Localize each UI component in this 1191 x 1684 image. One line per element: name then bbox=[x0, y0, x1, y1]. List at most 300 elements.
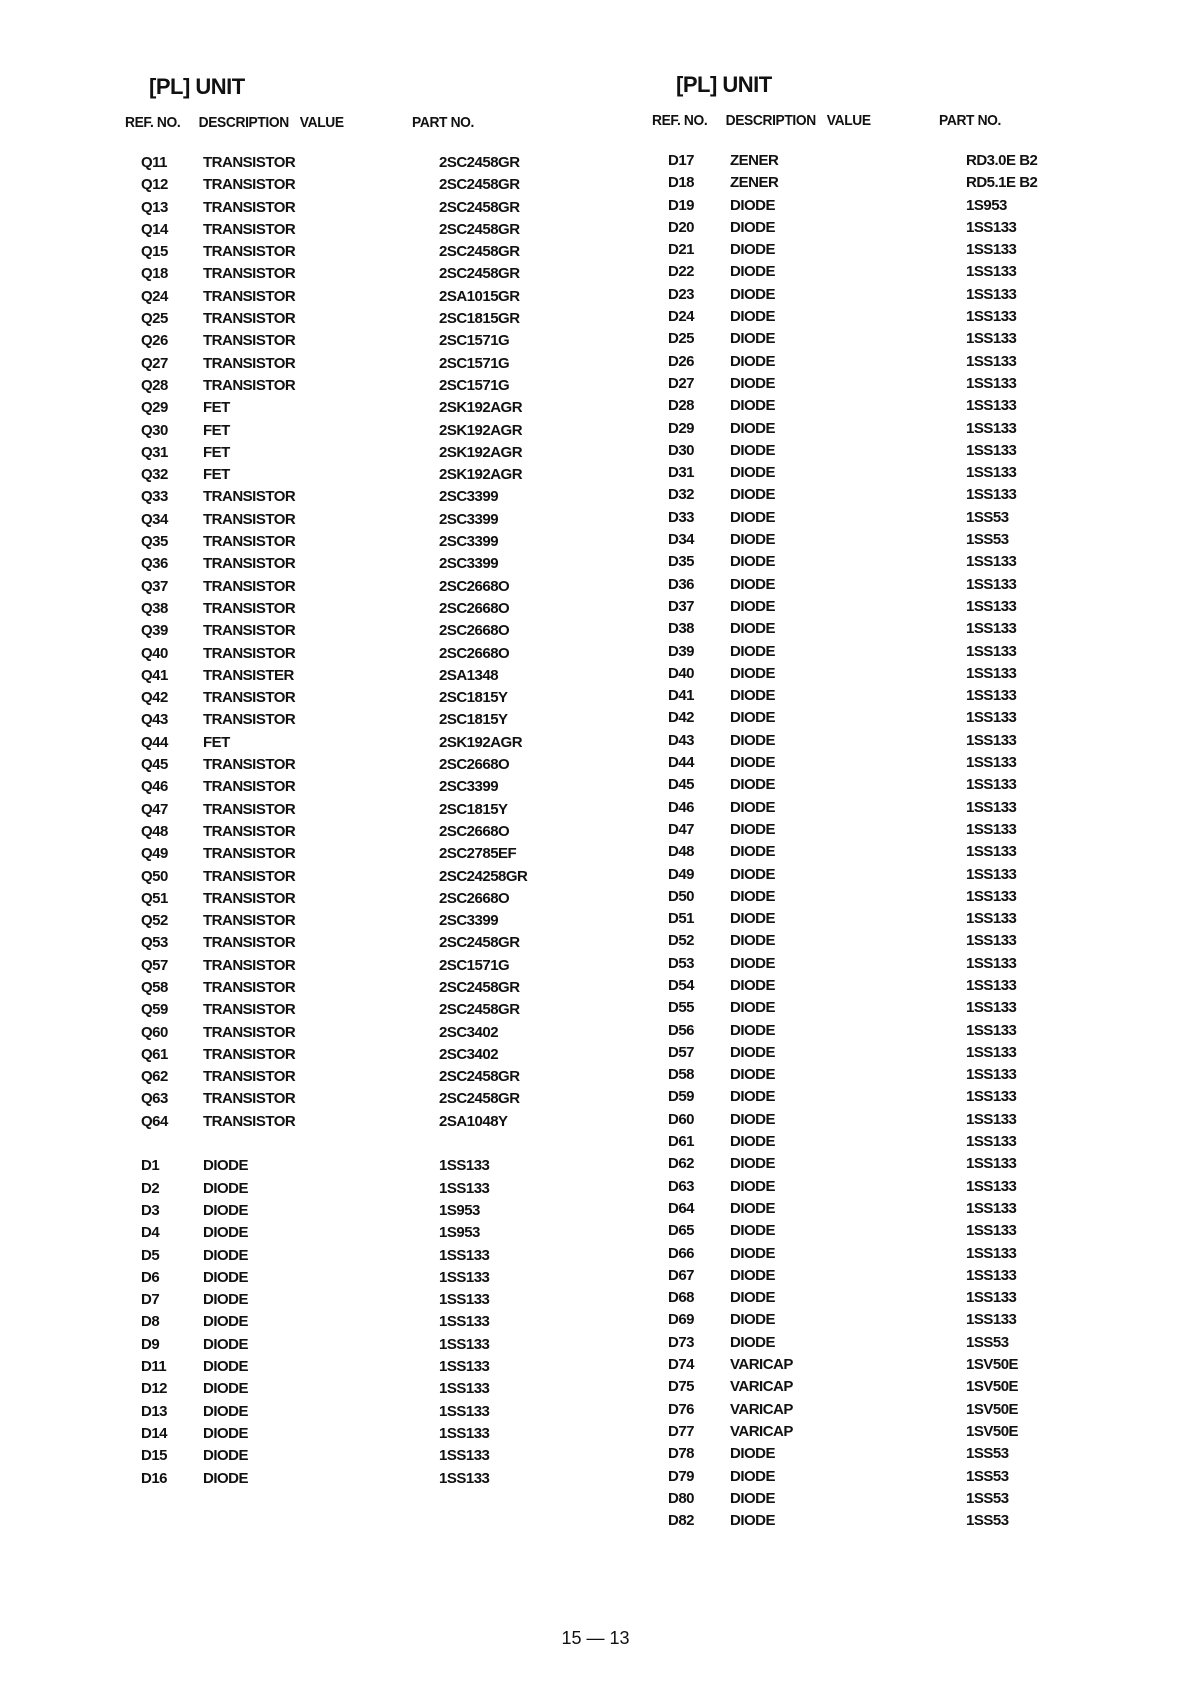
ref-no-cell: D6 bbox=[141, 1268, 160, 1286]
table-row bbox=[652, 1222, 1082, 1244]
ref-no-cell: Q38 bbox=[141, 599, 168, 617]
ref-no-cell: Q29 bbox=[141, 399, 168, 417]
description-cell: TRANSISTOR bbox=[203, 488, 296, 506]
description-cell: DIODE bbox=[203, 1291, 249, 1309]
unit-title: [PL] UNIT bbox=[676, 72, 772, 97]
part-no-cell: 1SS133 bbox=[439, 1291, 490, 1309]
description-cell: VARICAP bbox=[730, 1378, 793, 1396]
description-cell: DIODE bbox=[730, 1110, 776, 1128]
ref-no-cell: D18 bbox=[668, 174, 695, 192]
part-no-cell: 2SA1015GR bbox=[439, 287, 520, 305]
table-row bbox=[652, 754, 1082, 776]
table-row bbox=[125, 1447, 555, 1469]
part-no-cell: 1SS53 bbox=[966, 1489, 1009, 1507]
table-row bbox=[652, 197, 1082, 219]
table-row bbox=[125, 600, 555, 622]
part-no-cell: RD3.0E B2 bbox=[966, 152, 1038, 169]
ref-no-cell: D20 bbox=[668, 218, 695, 236]
ref-no-cell: D49 bbox=[668, 865, 695, 883]
part-no-cell: 1SS133 bbox=[966, 887, 1017, 905]
table-row bbox=[652, 1401, 1082, 1423]
table-row bbox=[125, 1090, 555, 1112]
description-cell: TRANSISTOR bbox=[203, 198, 296, 216]
table-row bbox=[652, 1245, 1082, 1267]
table-row bbox=[652, 1267, 1082, 1289]
table-row bbox=[652, 464, 1082, 486]
description-cell: DIODE bbox=[730, 575, 776, 593]
description-cell: DIODE bbox=[203, 1268, 249, 1286]
ref-no-cell: Q24 bbox=[141, 287, 168, 305]
table-row bbox=[652, 1111, 1082, 1133]
description-cell: FET bbox=[203, 421, 230, 439]
part-no-cell: 1SS133 bbox=[439, 1268, 490, 1286]
description-cell: DIODE bbox=[203, 1380, 249, 1398]
ref-no-cell: Q33 bbox=[141, 488, 168, 506]
description-cell: DIODE bbox=[730, 664, 776, 682]
table-row bbox=[652, 286, 1082, 308]
table-row bbox=[125, 332, 555, 354]
part-no-cell: 1S953 bbox=[439, 1224, 480, 1242]
ref-no-cell: D25 bbox=[668, 330, 695, 348]
part-no-cell: 1SS133 bbox=[439, 1157, 490, 1175]
ref-no-cell: D16 bbox=[141, 1469, 168, 1487]
table-row bbox=[652, 531, 1082, 553]
table-row bbox=[125, 1313, 555, 1335]
description-cell: DIODE bbox=[730, 597, 776, 615]
description-cell: DIODE bbox=[203, 1447, 249, 1465]
table-row bbox=[125, 890, 555, 912]
table-row bbox=[125, 1180, 555, 1202]
part-no-cell: 1SS133 bbox=[966, 1311, 1017, 1329]
table-row bbox=[125, 979, 555, 1001]
header-part-no: PART NO. bbox=[412, 114, 475, 131]
part-no-cell: 1SS133 bbox=[439, 1179, 490, 1197]
description-cell: DIODE bbox=[730, 932, 776, 950]
description-cell: DIODE bbox=[730, 241, 776, 259]
ref-no-cell: D21 bbox=[668, 241, 695, 259]
ref-no-cell: D30 bbox=[668, 441, 695, 459]
part-no-cell: 1SS133 bbox=[966, 1244, 1017, 1262]
description-cell: TRANSISTOR bbox=[203, 822, 296, 840]
part-no-cell: 1SV50E bbox=[966, 1400, 1019, 1418]
description-cell: VARICAP bbox=[730, 1422, 793, 1440]
part-no-cell: 1SS133 bbox=[966, 1155, 1017, 1173]
ref-no-cell: Q62 bbox=[141, 1068, 168, 1086]
part-no-cell: 1SS133 bbox=[966, 798, 1017, 816]
part-no-cell: 1SS133 bbox=[439, 1246, 490, 1264]
description-cell: DIODE bbox=[730, 1311, 776, 1329]
table-row bbox=[125, 221, 555, 243]
table-row bbox=[125, 533, 555, 555]
table-row bbox=[125, 756, 555, 778]
part-no-cell: 2SC2458GR bbox=[439, 176, 520, 194]
ref-no-cell: D73 bbox=[668, 1333, 695, 1351]
description-cell: DIODE bbox=[730, 531, 776, 549]
description-cell: DIODE bbox=[730, 218, 776, 236]
description-cell: TRANSISTOR bbox=[203, 243, 296, 261]
part-no-cell: 2SC2668O bbox=[439, 889, 510, 907]
ref-no-cell: D54 bbox=[668, 976, 695, 994]
part-no-cell: 1SS133 bbox=[439, 1447, 490, 1465]
ref-no-cell: D12 bbox=[141, 1380, 168, 1398]
table-row bbox=[125, 1269, 555, 1291]
header-ref-no: REF. NO. bbox=[125, 114, 181, 131]
ref-no-cell: Q44 bbox=[141, 733, 168, 751]
ref-no-cell: D14 bbox=[141, 1424, 168, 1442]
description-cell: TRANSISTOR bbox=[203, 555, 296, 573]
table-row bbox=[125, 199, 555, 221]
ref-no-cell: D35 bbox=[668, 553, 695, 571]
part-no-cell: 1SS133 bbox=[439, 1402, 490, 1420]
table-row bbox=[125, 823, 555, 845]
part-no-cell: 1SS133 bbox=[966, 1266, 1017, 1284]
ref-no-cell: D77 bbox=[668, 1422, 695, 1440]
ref-no-cell: D79 bbox=[668, 1467, 695, 1485]
ref-no-cell: D3 bbox=[141, 1201, 160, 1219]
table-row bbox=[125, 1380, 555, 1402]
ref-no-cell: Q41 bbox=[141, 666, 168, 684]
table-row bbox=[125, 801, 555, 823]
part-no-cell: 1SS133 bbox=[966, 352, 1017, 370]
description-cell: DIODE bbox=[730, 1155, 776, 1173]
ref-no-cell: Q40 bbox=[141, 644, 168, 662]
table-row bbox=[652, 1445, 1082, 1467]
description-cell: DIODE bbox=[203, 1424, 249, 1442]
ref-no-cell: D40 bbox=[668, 664, 695, 682]
ref-no-cell: Q36 bbox=[141, 555, 168, 573]
table-row bbox=[652, 152, 1082, 174]
description-cell: DIODE bbox=[730, 1289, 776, 1307]
table-row bbox=[652, 397, 1082, 419]
ref-no-cell: Q27 bbox=[141, 354, 168, 372]
part-no-cell: 1SS133 bbox=[966, 620, 1017, 638]
ref-no-cell: D74 bbox=[668, 1356, 695, 1374]
part-no-cell: 2SC2458GR bbox=[439, 1001, 520, 1019]
ref-no-cell: D33 bbox=[668, 508, 695, 526]
part-no-cell: 2SC1571G bbox=[439, 956, 510, 974]
table-row bbox=[125, 310, 555, 332]
table-row bbox=[652, 977, 1082, 999]
table-row bbox=[652, 955, 1082, 977]
part-no-cell: 1SS133 bbox=[966, 664, 1017, 682]
description-cell: DIODE bbox=[203, 1224, 249, 1242]
part-no-cell: 2SC2668O bbox=[439, 822, 510, 840]
description-cell: FET bbox=[203, 443, 230, 461]
parts-list bbox=[652, 152, 1082, 1534]
ref-no-cell: Q28 bbox=[141, 376, 168, 394]
description-cell: VARICAP bbox=[730, 1400, 793, 1418]
description-cell: TRANSISTOR bbox=[203, 800, 296, 818]
description-cell: TRANSISTOR bbox=[203, 1090, 296, 1108]
ref-no-cell: D51 bbox=[668, 910, 695, 928]
part-no-cell: 1SS133 bbox=[966, 843, 1017, 861]
ref-no-cell: D32 bbox=[668, 486, 695, 504]
description-cell: DIODE bbox=[203, 1469, 249, 1487]
ref-no-cell: D65 bbox=[668, 1222, 695, 1240]
part-no-cell: 2SC2458GR bbox=[439, 265, 520, 283]
description-cell: DIODE bbox=[730, 1489, 776, 1507]
ref-no-cell: Q34 bbox=[141, 510, 168, 528]
ref-no-cell: Q42 bbox=[141, 689, 168, 707]
table-row bbox=[652, 1289, 1082, 1311]
part-no-cell: 2SC2668O bbox=[439, 644, 510, 662]
table-row bbox=[125, 1068, 555, 1090]
table-row bbox=[125, 912, 555, 934]
unit-title: [PL] UNIT bbox=[149, 74, 245, 99]
part-no-cell: 1SS133 bbox=[966, 1110, 1017, 1128]
table-header bbox=[652, 112, 1048, 134]
ref-no-cell: D52 bbox=[668, 932, 695, 950]
ref-no-cell: D36 bbox=[668, 575, 695, 593]
part-no-cell: 1SS133 bbox=[966, 999, 1017, 1017]
description-cell: TRANSISTOR bbox=[203, 889, 296, 907]
table-row bbox=[652, 999, 1082, 1021]
part-no-cell: 1SS133 bbox=[966, 1177, 1017, 1195]
table-row bbox=[652, 1512, 1082, 1534]
right-column bbox=[652, 72, 1082, 1534]
ref-no-cell: Q35 bbox=[141, 533, 168, 551]
ref-no-cell: D67 bbox=[668, 1266, 695, 1284]
parts-list bbox=[125, 154, 555, 1492]
description-cell: DIODE bbox=[730, 508, 776, 526]
description-cell: TRANSISTOR bbox=[203, 354, 296, 372]
ref-no-cell: D60 bbox=[668, 1110, 695, 1128]
part-no-cell: 2SC1571G bbox=[439, 376, 510, 394]
description-cell: DIODE bbox=[203, 1179, 249, 1197]
ref-no-cell: D66 bbox=[668, 1244, 695, 1262]
part-no-cell: 1SS53 bbox=[966, 531, 1009, 549]
description-cell: DIODE bbox=[730, 486, 776, 504]
table-row bbox=[125, 1336, 555, 1358]
description-cell: DIODE bbox=[730, 441, 776, 459]
table-row bbox=[125, 778, 555, 800]
table-row bbox=[125, 1224, 555, 1246]
table-row bbox=[125, 711, 555, 733]
description-cell: TRANSISTOR bbox=[203, 778, 296, 796]
part-no-cell: 1SS133 bbox=[966, 285, 1017, 303]
description-cell: DIODE bbox=[203, 1335, 249, 1353]
table-row bbox=[125, 422, 555, 444]
description-cell: TRANSISTOR bbox=[203, 711, 296, 729]
description-cell: TRANSISTOR bbox=[203, 287, 296, 305]
part-no-cell: 1SS133 bbox=[439, 1424, 490, 1442]
part-no-cell: 1SS53 bbox=[966, 1467, 1009, 1485]
description-cell: DIODE bbox=[730, 843, 776, 861]
part-no-cell: 1SS133 bbox=[966, 820, 1017, 838]
table-row bbox=[125, 1358, 555, 1380]
ref-no-cell: D2 bbox=[141, 1179, 160, 1197]
ref-no-cell: Q43 bbox=[141, 711, 168, 729]
table-row bbox=[652, 375, 1082, 397]
ref-no-cell: D55 bbox=[668, 999, 695, 1017]
part-no-cell: 1SS133 bbox=[966, 976, 1017, 994]
left-column bbox=[125, 74, 555, 1492]
description-cell: DIODE bbox=[730, 352, 776, 370]
description-cell: TRANSISTOR bbox=[203, 912, 296, 930]
description-cell: TRANSISTOR bbox=[203, 332, 296, 350]
description-cell: TRANSISTOR bbox=[203, 376, 296, 394]
part-no-cell: 2SK192AGR bbox=[439, 466, 523, 484]
header-part-no: PART NO. bbox=[939, 112, 1002, 129]
table-row bbox=[652, 1423, 1082, 1445]
ref-no-cell: Q32 bbox=[141, 466, 168, 484]
table-row bbox=[652, 1468, 1082, 1490]
description-cell: DIODE bbox=[203, 1157, 249, 1175]
table-row bbox=[125, 288, 555, 310]
header-description: DESCRIPTION bbox=[198, 114, 289, 131]
ref-no-cell: D13 bbox=[141, 1402, 168, 1420]
row-spacer bbox=[125, 1135, 555, 1157]
description-cell: DIODE bbox=[730, 1467, 776, 1485]
ref-no-cell: Q57 bbox=[141, 956, 168, 974]
table-row bbox=[652, 687, 1082, 709]
part-no-cell: 1SS133 bbox=[966, 687, 1017, 705]
table-row bbox=[125, 934, 555, 956]
ref-no-cell: Q39 bbox=[141, 622, 168, 640]
description-cell: DIODE bbox=[730, 285, 776, 303]
table-row bbox=[652, 1311, 1082, 1333]
table-row bbox=[125, 555, 555, 577]
description-cell: DIODE bbox=[730, 731, 776, 749]
description-cell: DIODE bbox=[730, 642, 776, 660]
ref-no-cell: D8 bbox=[141, 1313, 160, 1331]
description-cell: TRANSISTOR bbox=[203, 533, 296, 551]
description-cell: VARICAP bbox=[730, 1356, 793, 1374]
ref-no-cell: Q61 bbox=[141, 1045, 168, 1063]
part-no-cell: 2SC3399 bbox=[439, 533, 499, 551]
part-no-cell: 1SS133 bbox=[966, 441, 1017, 459]
description-cell: TRANSISTOR bbox=[203, 689, 296, 707]
description-cell: TRANSISTOR bbox=[203, 599, 296, 617]
part-no-cell: 1SS133 bbox=[966, 754, 1017, 772]
table-row bbox=[652, 732, 1082, 754]
ref-no-cell: Q51 bbox=[141, 889, 168, 907]
table-row bbox=[125, 622, 555, 644]
description-cell: TRANSISTOR bbox=[203, 1112, 296, 1130]
description-cell: TRANSISTOR bbox=[203, 265, 296, 283]
ref-no-cell: D53 bbox=[668, 954, 695, 972]
ref-no-cell: Q53 bbox=[141, 934, 168, 952]
ref-no-cell: Q14 bbox=[141, 220, 168, 238]
part-no-cell: 2SA1048Y bbox=[439, 1112, 508, 1130]
table-row bbox=[125, 243, 555, 265]
part-no-cell: 1SS133 bbox=[966, 954, 1017, 972]
description-cell: TRANSISTOR bbox=[203, 1045, 296, 1063]
description-cell: DIODE bbox=[730, 887, 776, 905]
table-row bbox=[652, 643, 1082, 665]
part-no-cell: 1SS133 bbox=[966, 709, 1017, 727]
description-cell: TRANSISTOR bbox=[203, 176, 296, 194]
part-no-cell: 1SS133 bbox=[966, 1066, 1017, 1084]
table-row bbox=[652, 1178, 1082, 1200]
description-cell: DIODE bbox=[730, 798, 776, 816]
table-row bbox=[652, 308, 1082, 330]
part-no-cell: 1SS133 bbox=[966, 1133, 1017, 1151]
part-no-cell: 1SS53 bbox=[966, 1445, 1009, 1463]
ref-no-cell: Q18 bbox=[141, 265, 168, 283]
description-cell: TRANSISTOR bbox=[203, 1068, 296, 1086]
ref-no-cell: D75 bbox=[668, 1378, 695, 1396]
ref-no-cell: D48 bbox=[668, 843, 695, 861]
description-cell: TRANSISTOR bbox=[203, 577, 296, 595]
ref-no-cell: D23 bbox=[668, 285, 695, 303]
description-cell: DIODE bbox=[203, 1201, 249, 1219]
part-no-cell: 2SC2458GR bbox=[439, 220, 520, 238]
part-no-cell: 1SS133 bbox=[966, 865, 1017, 883]
description-cell: DIODE bbox=[730, 709, 776, 727]
description-cell: TRANSISTOR bbox=[203, 644, 296, 662]
ref-no-cell: Q58 bbox=[141, 978, 168, 996]
ref-no-cell: D42 bbox=[668, 709, 695, 727]
part-no-cell: 1SS133 bbox=[439, 1469, 490, 1487]
description-cell: DIODE bbox=[203, 1246, 249, 1264]
ref-no-cell: D61 bbox=[668, 1133, 695, 1151]
part-no-cell: 2SC2458GR bbox=[439, 154, 520, 171]
table-row bbox=[125, 1024, 555, 1046]
part-no-cell: 2SC2458GR bbox=[439, 243, 520, 261]
table-row bbox=[125, 1001, 555, 1023]
ref-no-cell: D44 bbox=[668, 754, 695, 772]
part-no-cell: 2SC3402 bbox=[439, 1045, 499, 1063]
table-row bbox=[652, 843, 1082, 865]
table-row bbox=[125, 1202, 555, 1224]
ref-no-cell: D80 bbox=[668, 1489, 695, 1507]
table-row bbox=[652, 1133, 1082, 1155]
part-no-cell: 2SC3399 bbox=[439, 555, 499, 573]
page-number: 15 — 13 bbox=[561, 1628, 630, 1648]
ref-no-cell: D34 bbox=[668, 531, 695, 549]
description-cell: DIODE bbox=[730, 1088, 776, 1106]
table-row bbox=[125, 578, 555, 600]
table-row bbox=[125, 1403, 555, 1425]
ref-no-cell: D62 bbox=[668, 1155, 695, 1173]
part-no-cell: 1S953 bbox=[966, 196, 1007, 214]
part-no-cell: 1SS133 bbox=[966, 910, 1017, 928]
ref-no-cell: D4 bbox=[141, 1224, 160, 1242]
part-no-cell: 2SC3399 bbox=[439, 510, 499, 528]
part-no-cell: RD5.1E B2 bbox=[966, 174, 1038, 192]
ref-no-cell: D64 bbox=[668, 1199, 695, 1217]
table-row bbox=[652, 821, 1082, 843]
table-row bbox=[652, 1378, 1082, 1400]
ref-no-cell: D56 bbox=[668, 1021, 695, 1039]
description-cell: ZENER bbox=[730, 152, 779, 169]
description-cell: FET bbox=[203, 466, 230, 484]
part-no-cell: 1SS133 bbox=[966, 1021, 1017, 1039]
part-no-cell: 1SS133 bbox=[966, 1088, 1017, 1106]
description-cell: DIODE bbox=[730, 1222, 776, 1240]
part-no-cell: 1SV50E bbox=[966, 1422, 1019, 1440]
ref-no-cell: Q50 bbox=[141, 867, 168, 885]
ref-no-cell: Q64 bbox=[141, 1112, 168, 1130]
table-row bbox=[652, 1490, 1082, 1512]
table-row bbox=[125, 154, 555, 176]
ref-no-cell: Q63 bbox=[141, 1090, 168, 1108]
ref-no-cell: D46 bbox=[668, 798, 695, 816]
description-cell: DIODE bbox=[730, 196, 776, 214]
ref-no-cell: Q37 bbox=[141, 577, 168, 595]
description-cell: TRANSISTOR bbox=[203, 867, 296, 885]
header-value: VALUE bbox=[826, 112, 871, 129]
ref-no-cell: D11 bbox=[141, 1358, 167, 1376]
description-cell: TRANSISTOR bbox=[203, 220, 296, 238]
table-row bbox=[652, 1044, 1082, 1066]
part-no-cell: 1SS133 bbox=[439, 1313, 490, 1331]
description-cell: DIODE bbox=[730, 1043, 776, 1061]
ref-no-cell: D43 bbox=[668, 731, 695, 749]
description-cell: DIODE bbox=[730, 263, 776, 281]
ref-no-cell: D69 bbox=[668, 1311, 695, 1329]
